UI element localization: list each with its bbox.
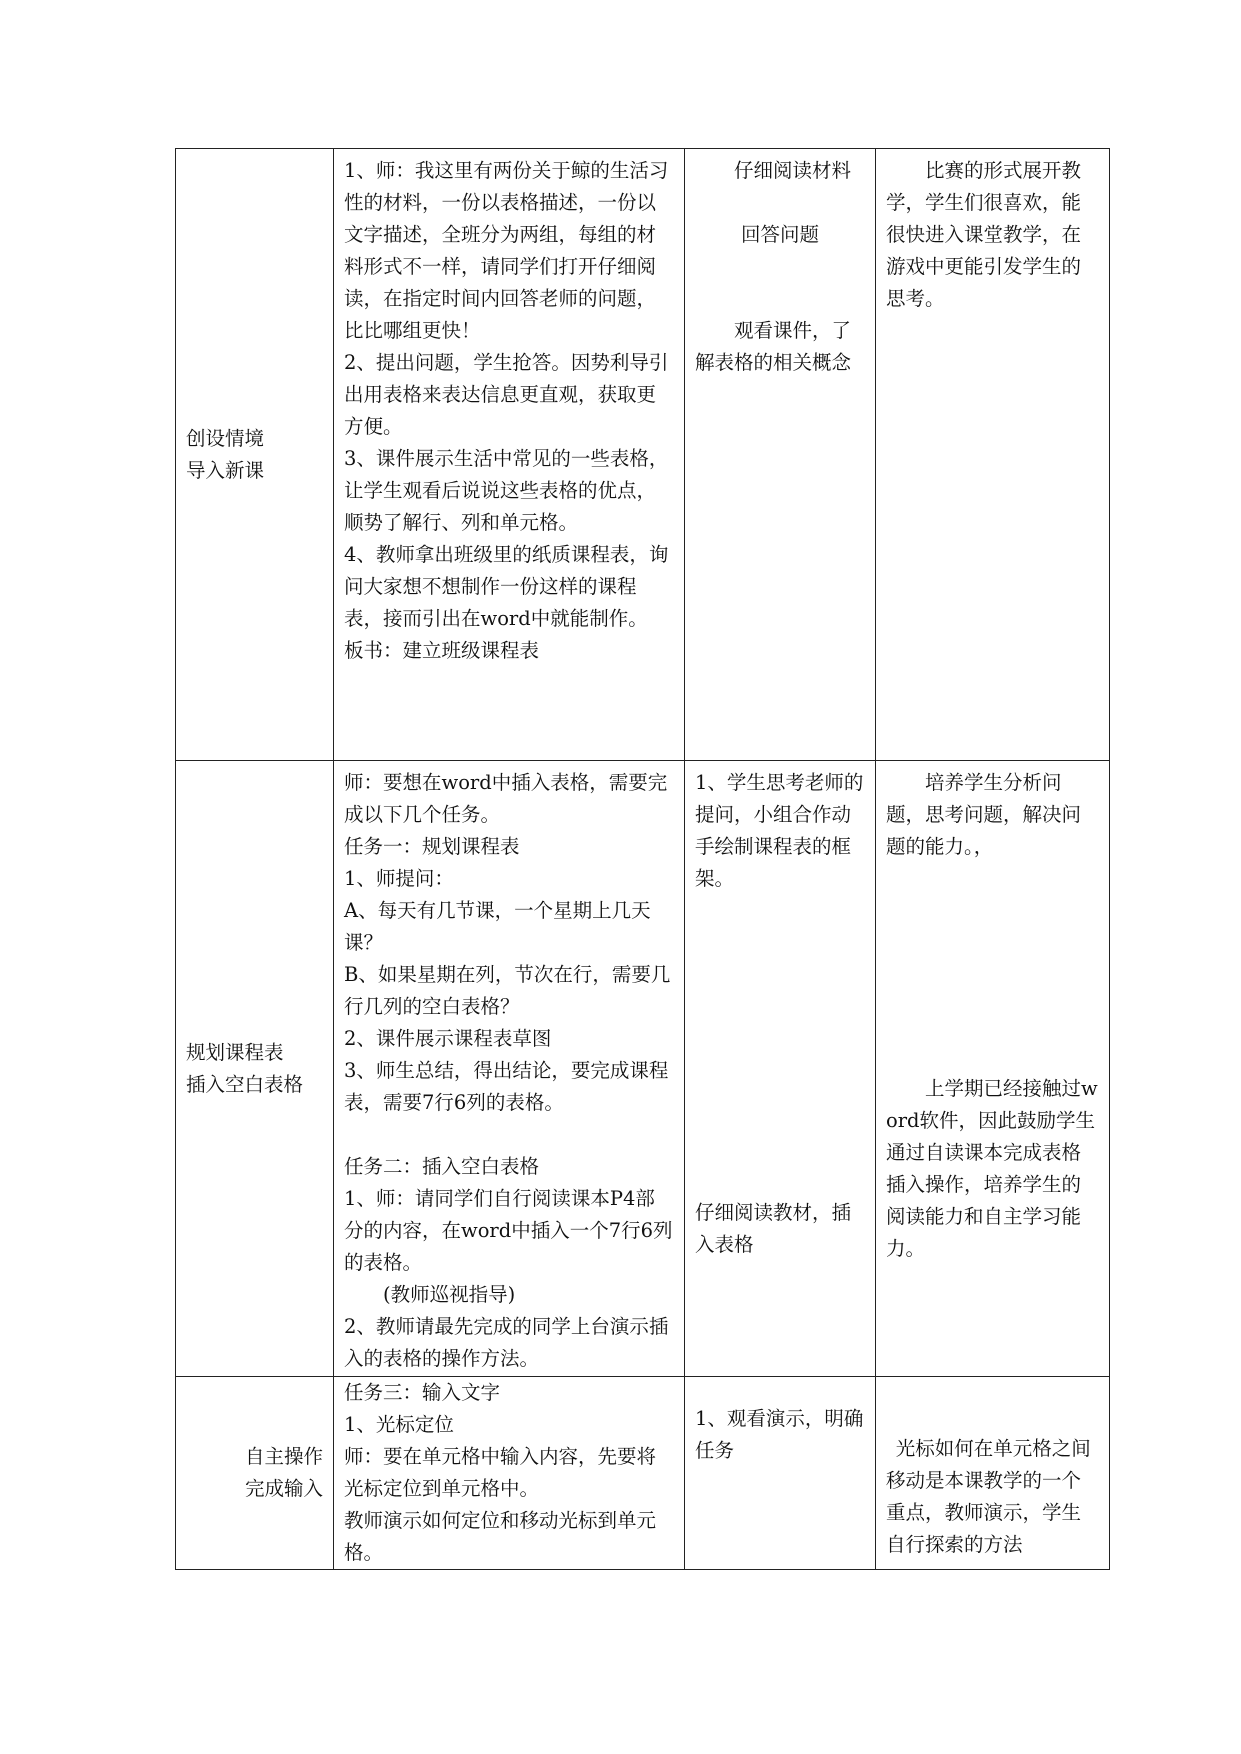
phase-label: 自主操作: [244, 1445, 323, 1468]
design-intent-cell: [876, 1377, 1110, 1570]
paragraph: (教师巡视指导): [383, 1283, 516, 1306]
paragraph: 仔细阅读材料: [734, 159, 852, 182]
paragraph: 2、提出问题，学生抢答。因势利导引出用表格来表达信息更直观，获取更方便。: [344, 351, 669, 438]
paragraph: 仔细阅读教材，插入表格: [695, 1201, 852, 1256]
paragraph: 任务三：输入文字: [344, 1381, 501, 1404]
teacher-activity-cell: [334, 1377, 685, 1570]
teacher-activity-cell: [334, 761, 685, 1377]
table-row: [176, 1377, 1110, 1570]
phase-label: 完成输入: [244, 1477, 323, 1500]
paragraph: 比赛的形式展开教学，学生们很喜欢，能很快进入课堂教学，在游戏中更能引发学生的思考。: [886, 159, 1082, 310]
paragraph: A、每天有几节课，一个星期上几天课？: [344, 899, 651, 954]
paragraph: 3、师生总结，得出结论，要完成课程表，需要7行6列的表格。: [344, 1059, 669, 1114]
paragraph: 1、师：请同学们自行阅读课本P4部分的内容，在word中插入一个7行6列的表格。: [344, 1187, 673, 1274]
student-activity-cell: [685, 1377, 876, 1570]
lesson-plan-table: [175, 148, 1110, 1570]
paragraph: 1、学生思考老师的提问，小组合作动手绘制课程表的框架。: [695, 771, 864, 890]
paragraph: 1、光标定位: [344, 1413, 454, 1436]
paragraph: 观看课件，了解表格的相关概念: [695, 319, 852, 374]
teacher-activity-cell: [334, 149, 685, 761]
phase-label: 规划课程表: [186, 1040, 284, 1064]
paragraph: 1、师：我这里有两份关于鲸的生活习性的材料，一份以表格描述，一份以文字描述，全班分为两组，每组的材料形式不一样，请同学们打开仔细阅读，在指定时间内回答老师的问题，比比哪组更快！: [344, 159, 669, 342]
paragraph: 4、教师拿出班级里的纸质课程表，询问大家想不想制作一份这样的课程表，接而引出在word中就能制作。: [344, 543, 669, 630]
phase-label: 插入空白表格: [186, 1072, 304, 1096]
paragraph: 2、课件展示课程表草图: [344, 1027, 552, 1050]
paragraph: 培养学生分析问题，思考问题，解决问题的能力。，: [886, 771, 1082, 858]
paragraph: 回答问题: [740, 223, 819, 246]
student-activity-cell: [685, 761, 876, 1377]
phase-cell: [176, 149, 334, 761]
design-intent-cell: [876, 149, 1110, 761]
paragraph: 师：要想在word中插入表格，需要完成以下几个任务。: [344, 771, 668, 826]
paragraph: 2、教师请最先完成的同学上台演示插入的表格的操作方法。: [344, 1315, 669, 1370]
paragraph: 光标如何在单元格之间移动是本课教学的一个重点，教师演示，学生自行探索的方法: [886, 1437, 1091, 1556]
phase-cell: [176, 1377, 334, 1570]
table-row: [176, 149, 1110, 761]
phase-label: 导入新课: [186, 458, 265, 482]
paragraph: 教师演示如何定位和移动光标到单元格。: [344, 1509, 657, 1564]
paragraph: 上学期已经接触过word软件，因此鼓励学生通过自读课本完成表格插入操作，培养学生的阅读能力和自主学习能力。: [886, 1077, 1098, 1260]
phase-cell: [176, 761, 334, 1377]
paragraph: 3、课件展示生活中常见的一些表格，让学生观看后说说这些表格的优点，顺势了解行、列和单元格。: [344, 447, 669, 534]
paragraph: B、如果星期在列，节次在行，需要几行几列的空白表格？: [344, 963, 671, 1018]
paragraph: 任务二：插入空白表格: [344, 1155, 540, 1178]
table-row: [176, 761, 1110, 1377]
paragraph: 板书：建立班级课程表: [344, 639, 540, 662]
paragraph: 任务一：规划课程表: [344, 835, 520, 858]
paragraph: 师：要在单元格中输入内容，先要将光标定位到单元格中。: [344, 1445, 657, 1500]
student-activity-cell: [685, 149, 876, 761]
paragraph: 1、师提问：: [344, 867, 454, 890]
paragraph: 1、观看演示，明确任务: [695, 1407, 864, 1462]
design-intent-cell: [876, 761, 1110, 1377]
phase-label: 创设情境: [186, 426, 265, 450]
